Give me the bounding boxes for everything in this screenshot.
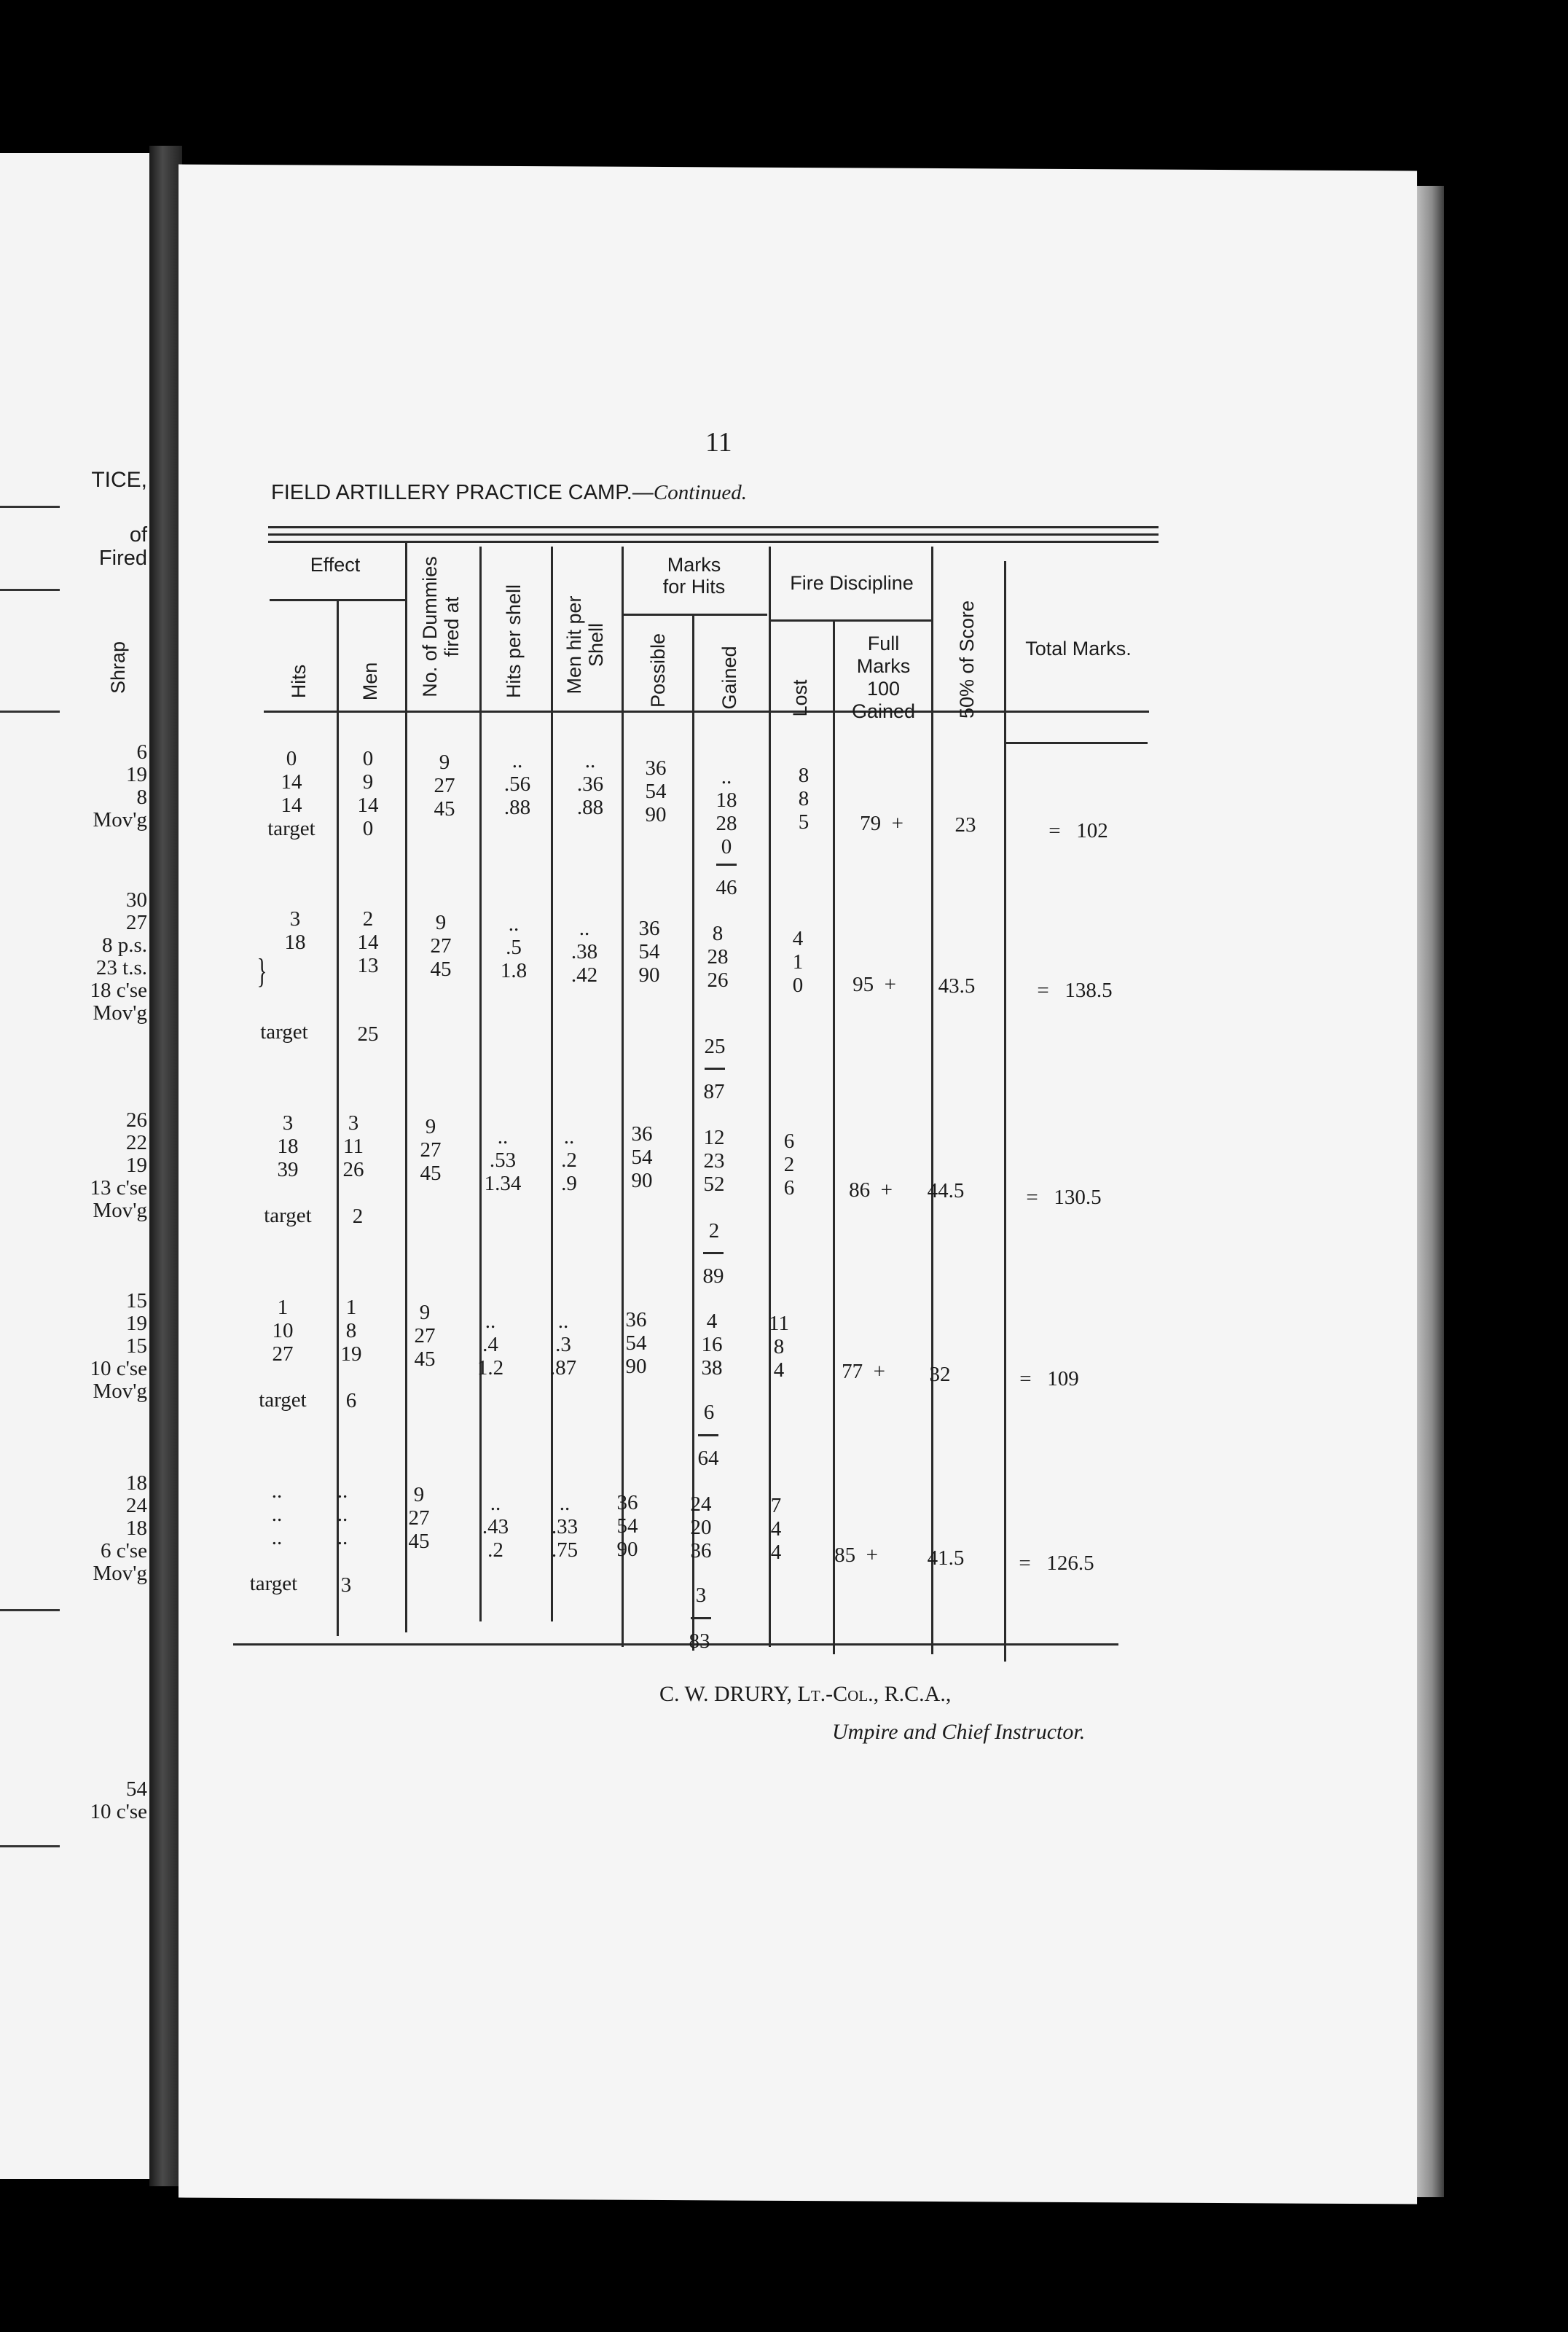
row5-men-target: 3 <box>340 1573 352 1597</box>
row4-hits: 1 10 27 <box>272 1296 294 1366</box>
row2-half-score: 43.5 <box>938 974 976 998</box>
row5-total: = 126.5 <box>1019 1552 1094 1575</box>
row4-dummies: 9 27 45 <box>414 1301 436 1371</box>
column-rule <box>931 547 933 1654</box>
row3-hits: 3 18 39 <box>277 1111 299 1181</box>
row4-half-score: 32 <box>929 1363 951 1386</box>
row5-dummies: 9 27 45 <box>408 1483 430 1553</box>
row4-possible: 36 54 90 <box>625 1308 647 1378</box>
header-gained: Gained <box>718 646 740 710</box>
row3-total: = 130.5 <box>1026 1186 1102 1209</box>
header-marks-for-hits: Marks for Hits <box>662 554 726 598</box>
column-rule <box>833 619 835 1654</box>
column-rule <box>769 547 771 1647</box>
left-group-1: 6 19 8 Mov'g <box>93 740 147 832</box>
row3-gained-total: 89 <box>702 1264 724 1288</box>
row3-possible: 36 54 90 <box>631 1122 653 1192</box>
row5-target-label: target <box>249 1572 298 1595</box>
row4-hits-per-shell: .. .4 1.2 <box>477 1310 504 1380</box>
fire-underline <box>771 619 933 622</box>
row5-lost: 7 4 4 <box>770 1494 782 1564</box>
row3-men-target: 2 <box>352 1205 364 1228</box>
row5-hits: .. .. .. <box>271 1479 283 1549</box>
left-page-fragment <box>0 153 154 2179</box>
row1-men-hit-per-shell: .. .36 .88 <box>576 749 604 819</box>
header-bottom-rule <box>1006 742 1148 744</box>
header-possible: Possible <box>647 633 669 708</box>
row4-total: = 109 <box>1019 1367 1079 1390</box>
left-rule <box>0 1845 60 1847</box>
column-rule <box>479 547 482 1621</box>
row1-hits: 0 14 14 target <box>267 747 315 840</box>
left-rule <box>0 1609 60 1611</box>
column-rule <box>622 547 624 1647</box>
row3-men-hit-per-shell: .. .2 .9 <box>561 1125 577 1195</box>
title-main: FIELD ARTILLERY PRACTICE CAMP.— <box>271 481 654 504</box>
row2-lost: 4 1 0 <box>792 927 804 997</box>
header-fire-discipline: Fire Discipline <box>790 572 914 594</box>
left-group-6: 54 10 c'se <box>90 1777 147 1823</box>
left-rule <box>0 506 60 508</box>
row5-hits-per-shell: .. .43 .2 <box>482 1492 509 1562</box>
row2-possible: 36 54 90 <box>638 917 660 987</box>
row1-full-marks: 79 + <box>860 812 903 835</box>
row4-lost: 11 8 4 <box>769 1312 789 1382</box>
left-col-head-2: Fired <box>98 547 147 570</box>
row2-target-label: target <box>260 1020 308 1044</box>
header-bottom-rule <box>264 711 1149 713</box>
row5-gained-total: 83 <box>689 1629 710 1653</box>
row3-gained-extra: 2 <box>708 1219 720 1243</box>
row2-gained: 8 28 26 <box>707 922 729 992</box>
row2-men: 2 14 13 <box>357 907 379 977</box>
row2-hits-per-shell: .. .5 1.8 <box>500 912 528 982</box>
row2-full-marks: 95 + <box>852 973 896 996</box>
row1-hits-per-shell: .. .56 .88 <box>503 749 531 819</box>
left-rule <box>0 711 60 713</box>
row3-target-label: target <box>264 1204 312 1227</box>
row5-possible: 36 54 90 <box>616 1491 638 1561</box>
left-group-2: 30 27 8 p.s. 23 t.s. 18 c'se Mov'g <box>90 888 147 1025</box>
row4-target-label: target <box>259 1388 307 1412</box>
title-continued: Continued. <box>653 481 747 504</box>
header-effect: Effect <box>310 554 361 576</box>
row2-dummies: 9 27 45 <box>430 911 452 981</box>
row1-total: = 102 <box>1048 819 1108 842</box>
left-page-heading: TICE, <box>91 468 147 492</box>
header-dummies: No. of Dummies fired at <box>419 556 463 697</box>
row3-gained: 12 23 52 <box>703 1126 725 1196</box>
row3-dummies: 9 27 45 <box>420 1115 442 1185</box>
row1-dummies: 9 27 45 <box>434 751 455 821</box>
row3-men: 3 11 26 <box>342 1111 364 1181</box>
book-gutter <box>149 146 182 2186</box>
header-50-percent: 50% of Score <box>956 600 978 719</box>
header-lost: Lost <box>789 679 811 717</box>
column-rule <box>1004 561 1006 1662</box>
row5-full-marks: 85 + <box>834 1543 878 1567</box>
header-full-marks: Full Marks 100 Gained <box>851 633 916 722</box>
row5-men: .. .. .. <box>337 1479 348 1549</box>
row2-men-target: 25 <box>357 1022 379 1046</box>
row1-gained-sum-rule <box>716 864 737 866</box>
row5-half-score: 41.5 <box>927 1546 965 1570</box>
header-hits-per-shell: Hits per shell <box>503 584 525 699</box>
table-top-rule <box>268 533 1159 536</box>
row4-men-hit-per-shell: .. .3 .87 <box>549 1310 577 1380</box>
column-rule <box>551 547 553 1621</box>
row2-hits: 3 18 <box>284 907 306 954</box>
left-group-5: 18 24 18 6 c'se Mov'g <box>93 1471 147 1585</box>
marks-underline <box>623 614 767 616</box>
row4-gained-total: 64 <box>697 1447 719 1470</box>
row3-full-marks: 86 + <box>849 1178 893 1202</box>
header-men-hit-per-shell: Men hit per Shell <box>563 595 607 694</box>
left-rule <box>0 589 60 591</box>
row1-possible: 36 54 90 <box>645 756 667 826</box>
row4-men: 1 8 19 <box>340 1296 362 1366</box>
row2-gained-sum-rule <box>705 1068 725 1070</box>
header-men: Men <box>359 662 381 701</box>
left-group-3: 26 22 19 13 c'se Mov'g <box>90 1108 147 1222</box>
row3-hits-per-shell: .. .53 1.34 <box>484 1125 522 1195</box>
row1-half-score: 23 <box>954 813 976 837</box>
page-title <box>271 481 747 505</box>
left-group-4: 15 19 15 10 c'se Mov'g <box>90 1289 147 1403</box>
column-rule <box>405 543 407 1632</box>
row2-total: = 138.5 <box>1037 979 1113 1002</box>
page-edge <box>1414 186 1444 2197</box>
row4-full-marks: 77 + <box>842 1360 885 1383</box>
row2-brace: } <box>256 952 267 990</box>
row5-gained-extra: 3 <box>695 1584 707 1607</box>
row4-gained-sum-rule <box>698 1434 718 1436</box>
row4-men-target: 6 <box>345 1389 357 1412</box>
row5-men-hit-per-shell: .. .33 .75 <box>551 1492 579 1562</box>
row2-gained-extra: 25 <box>704 1035 726 1058</box>
signature-name: C. W. DRURY, Lt.-Col., R.C.A., <box>659 1682 952 1706</box>
row3-gained-sum-rule <box>703 1252 724 1254</box>
row2-gained-total: 87 <box>703 1080 725 1103</box>
row1-men: 0 9 14 0 <box>357 747 379 840</box>
page-number: 11 <box>705 427 732 458</box>
table-top-rule <box>268 526 1159 528</box>
row5-gained-sum-rule <box>691 1617 711 1619</box>
row4-gained: 4 16 38 <box>701 1310 723 1380</box>
table-top-rule <box>268 541 1159 543</box>
row1-lost: 8 8 5 <box>798 764 810 834</box>
header-hits: Hits <box>288 664 310 699</box>
row4-gained-extra: 6 <box>703 1401 715 1424</box>
left-col-shrap: Shrap <box>107 641 129 694</box>
signature-role: Umpire and Chief Instructor. <box>832 1720 1086 1744</box>
row2-men-hit-per-shell: .. .38 .42 <box>571 917 598 987</box>
left-col-head-1: of <box>129 523 147 547</box>
row3-half-score: 44.5 <box>927 1179 965 1202</box>
row3-lost: 6 2 6 <box>783 1130 795 1200</box>
header-total-marks: Total Marks. <box>1025 638 1132 660</box>
row5-gained: 24 20 36 <box>690 1492 712 1562</box>
row1-gained-total: 46 <box>716 876 737 899</box>
row1-gained: .. 18 28 0 <box>716 765 737 858</box>
